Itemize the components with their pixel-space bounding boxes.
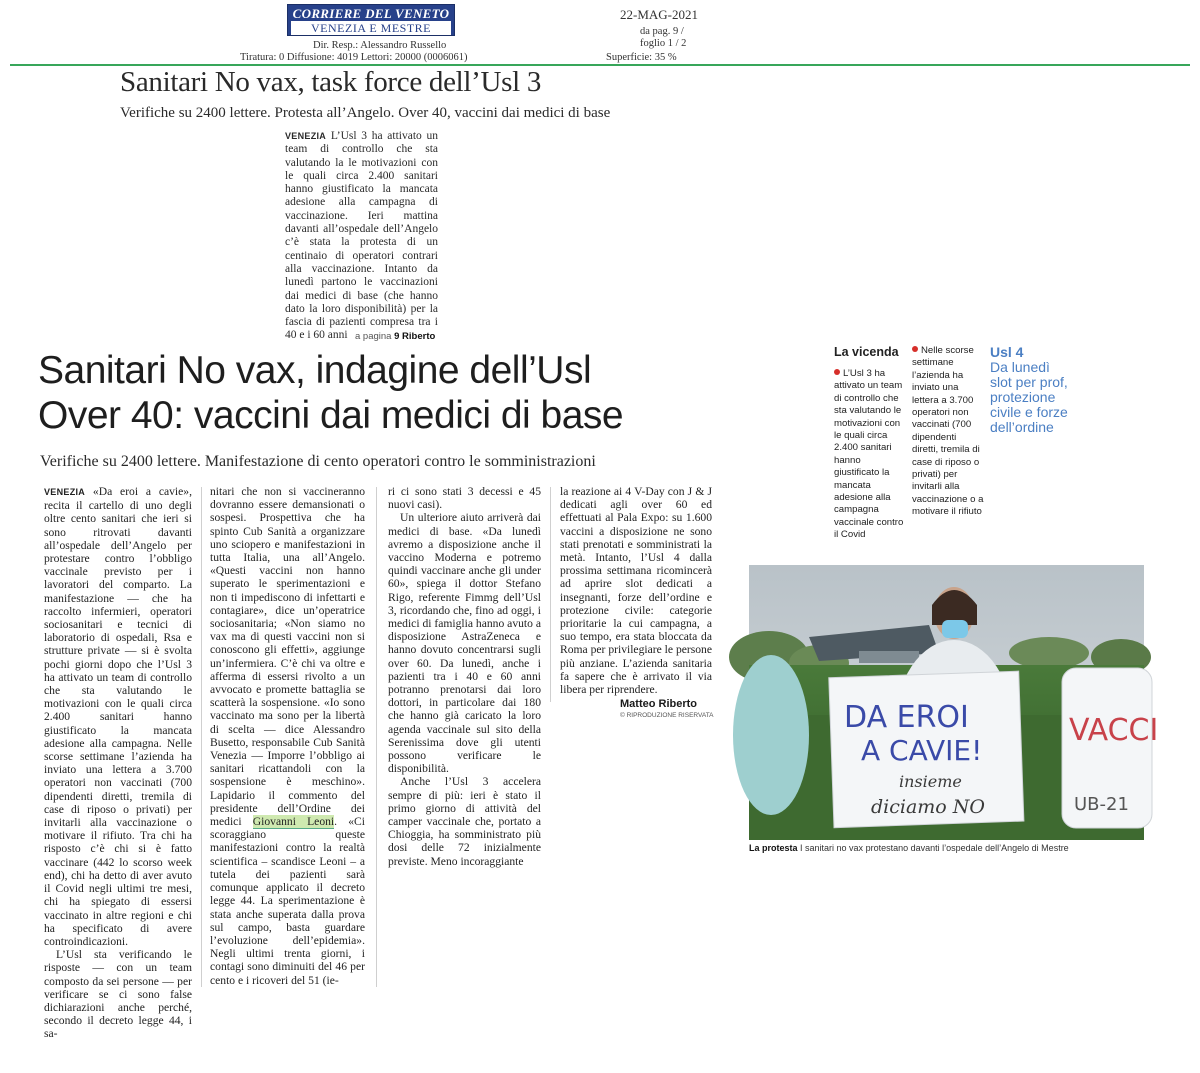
article-headline-line2: Over 40: vaccini dai medici di base [38, 394, 624, 437]
protest-photo-illustration [749, 565, 1159, 840]
usl4-text: Da lunedì slot per prof, protezione civile e forze dell’ordine [990, 359, 1068, 435]
column-divider [550, 487, 551, 702]
sign-text-1: DA EROI [844, 700, 969, 735]
photo-caption-text: I sanitari no vax protestano davanti l’ospedale dell’Angelo di Mestre [800, 843, 1069, 853]
surface-line: Superficie: 35 % [606, 52, 677, 63]
page-reference-author: Riberto [402, 331, 436, 342]
masthead-logo [287, 4, 455, 36]
summary-lead-text: L’Usl 3 ha attivato un team di controllo che sta valutando la le motivazioni con le quali circa 2.400 sanitari hanno giustificato la mancata adesione alla campagna di vaccinazione. Ieri mattina davanti all’ospedale dell’Angelo c’è stata la protesta di un centinaio di operatori contrari alla vaccinazione. Intanto da lunedì partono le vaccinazioni dai medici di base (che hanno dato la loro disponibilità) per la fascia di pazienti compresa tra i 40 e i 60 anni [285, 130, 438, 342]
sidebar-item-2-text: Nelle scorse settimane l’azienda ha inviato una lettera a 3.700 operatori non vaccinati (700 dipendenti diretti, tremila di case di riposo o privati) per invitarli alla vaccinazione o a motivare il rifiuto [912, 345, 984, 518]
sign-text-6: UB-21 [1074, 794, 1129, 815]
director-line: Dir. Resp.: Alessandro Russello [313, 40, 447, 51]
column-1-paragraph-2: L’Usl sta verificando le risposte — con un team composto da sei persone — per verificare se ci sono false dichiarazioni anche perché, secondo il decreto legge 44, i sa- [44, 948, 192, 1041]
column-4-paragraph-1: la reazione ai 4 V-Day con J & J dedicati agli over 60 ed effettuati al Pala Expo: su 1.600 vaccini a disposizione ne sono stati prenotati e somministrati la metà. Intanto, l’Usl 4 dalla prossima settimana ricomincerà ad aprire slot dedicati a insegnanti, forze dell’ordine e protezione civile: categorie prioritarie la cui campagna, a suo tempo, era stata bloccata da Roma per privilegiare le persone più anziane. L’azienda sanitaria fa sapere che è arrivato il via libera per riprendere. [560, 485, 712, 697]
article-subheadline: Verifiche su 2400 lettere. Manifestazione di cento operatori contro le somministrazioni [40, 453, 596, 470]
bullet-icon [834, 369, 840, 375]
article-column-3 [388, 485, 541, 868]
article-kicker: VENEZIA [44, 487, 86, 497]
column-3-paragraph-2: Un ulteriore aiuto arriverà dai medici di base. «Da lunedì avremo a disposizione anche il vaccino Moderna e potremo quindi vaccinare anche gli under 60», spiega il dottor Stefano Rigo, referente Fimmg dell’Usl 3, ricordando che, fino ad oggi, i medici di famiglia hanno avuto a disposizione AstraZeneca e hanno dovuto concentrarsi sugli over 60. Da lunedì, anche i pazienti tra i 40 e 60 anni potranno prenotarsi dai loro dottori, in particolare dai 180 che hanno già caricato la loro agenda vaccinale sul sito della Serenissima dove gli utenti possono verificare le disponibilità. [388, 511, 541, 776]
rights-notice: © RIPRODUZIONE RISERVATA [620, 712, 714, 719]
article-column-1 [44, 485, 192, 1041]
article-column-4 [560, 485, 712, 696]
page-reference-number: 9 [394, 331, 400, 342]
sign-text-4: diciamo NO [871, 796, 985, 818]
usl4-box [990, 345, 1070, 435]
sidebar-item-1 [834, 368, 904, 542]
sidebar-item-1-text: L’Usl 3 ha attivato un team di controllo che sta valutando le motivazioni con le quali circa 2.400 sanitari hanno giustificato la mancata adesione alla campagna vaccinale contro il Covid [834, 368, 904, 541]
summary-subheadline: Verifiche su 2400 lettere. Protesta all’Angelo. Over 40, vaccini dai medici di base [120, 105, 611, 121]
column-2-text-b: . «Ci scoraggiano queste manifestazioni contro la realtà scientifica – scandisce Leoni – a tutela dei pazienti sarà comunque applicato il decreto legge 44. La sperimentazione è stata anche superata dalla prova sul campo, basta guardare l’evoluzione dell’epidemia». Negli ultimi trenta giorni, i contagi sono diminuiti del 46 per cento e i ricoveri del 51 (ie- [210, 815, 365, 987]
protest-photo [749, 565, 1159, 840]
usl4-title: Usl 4 [990, 344, 1024, 360]
masthead-title: CORRIERE DEL VENETO [292, 6, 450, 21]
page-range: da pag. 9 / [640, 26, 684, 37]
article-column-2 [210, 485, 365, 987]
column-3-paragraph-3: Anche l’Usl 3 accelera sempre di più: ieri è stato il primo giorno di attività del camper vaccinale che, portato a Chioggia, ha somministrato più dosi delle 72 inizialmente previste. Meno incoraggiante [388, 775, 541, 868]
summary-kicker: VENEZIA [285, 131, 327, 141]
page-reference-prefix: a pagina [355, 331, 392, 342]
column-3-paragraph-1: ri ci sono stati 3 decessi e 45 nuovi casi). [388, 485, 541, 512]
bullet-icon [912, 346, 918, 352]
column-2-text-a: nitari che non si vaccineranno dovranno essere demansionati o sospesi. Prospettiva che ha spinto Cub Sanità a organizzare uno sciopero e manifestazioni in tutta Italia, una all’Angelo. «Questi vaccini non hanno superato le sperimentazioni e non ti impediscono di infettarti e contagiare», dice un’operatrice sociosanitaria; «Non siamo no vax ma di questi vaccini non si conoscono gli effetti», aggiunge un’infermiera. C’è chi va oltre e afferma di essersi rivolto a un avvocato e promette battaglia se scatterà la sospensione. «Io sono vaccinato ma sono per la libertà di scelta — dice Alessandro Busetto, responsabile Cub Sanità Venezia — Imporre l’obbligo ai sanitari ricattandoli con la sospensione è meschino». Lapidario il commento del presidente dell’Ordine dei medici [210, 485, 365, 829]
sign-text-5: VACCI [1069, 713, 1159, 748]
page-reference [355, 331, 435, 342]
sign-text-2: A CAVIE! [861, 734, 983, 767]
photo-caption [749, 843, 1069, 853]
column-divider [201, 487, 202, 987]
photo-caption-label: La protesta [749, 843, 798, 853]
column-1-paragraph-1: «Da eroi a cavie», recita il cartello di uno degli oltre cento sanitari che ieri si sono ritrovati davanti all’ospedale dell’Angelo per protestare contro l’obbligo vaccinale previsto per i lavoratori del comparto. La manifestazione — che ha raccolto infermieri, operatori sociosanitari e tecnici di laboratorio di ospedali, Rsa e strutture private — si è svolta pochi giorni dopo che l’Usl 3 ha attivato un team di controllo che sta valutando le motivazioni con le quali circa 2.400 sanitari hanno giustificato la mancata adesione alla campagna. Nelle scorse settimane l’azienda ha inviato una lettera a 3.700 operatori non vaccinati (700 dipendenti diretti, tremila di case di riposo o privati) per invitarli alla vaccinazione o motivare il rifiuto. Tra chi ha risposto c’è chi si è fatto vaccinare (442 lo scorso week end), chi ha detto di aver avuto il Covid negli ultimi tre mesi, chi ha spiegato di essersi vaccinato in altre regioni e chi ha specificato di avere controindicazioni. [44, 485, 192, 948]
sign-text-3: insieme [899, 772, 962, 791]
article-author: Matteo Riberto [620, 698, 697, 710]
circulation-line: Tiratura: 0 Diffusione: 4019 Lettori: 20000 (0006061) [240, 52, 468, 63]
article-headline [38, 348, 623, 438]
masthead-edition: VENEZIA E MESTRE [291, 21, 451, 35]
sidebar-title: La vicenda [834, 345, 899, 359]
summary-headline: Sanitari No vax, task force dell’Usl 3 [120, 66, 542, 98]
column-divider [376, 487, 377, 987]
sheet-number: foglio 1 / 2 [640, 38, 687, 49]
publication-date: 22-MAG-2021 [620, 7, 698, 22]
article-headline-line1: Sanitari No vax, indagine dell’Usl [38, 349, 592, 392]
summary-lead [285, 130, 438, 343]
sidebar-item-2 [912, 345, 984, 519]
highlighted-name: Giovanni Leoni [252, 815, 335, 829]
